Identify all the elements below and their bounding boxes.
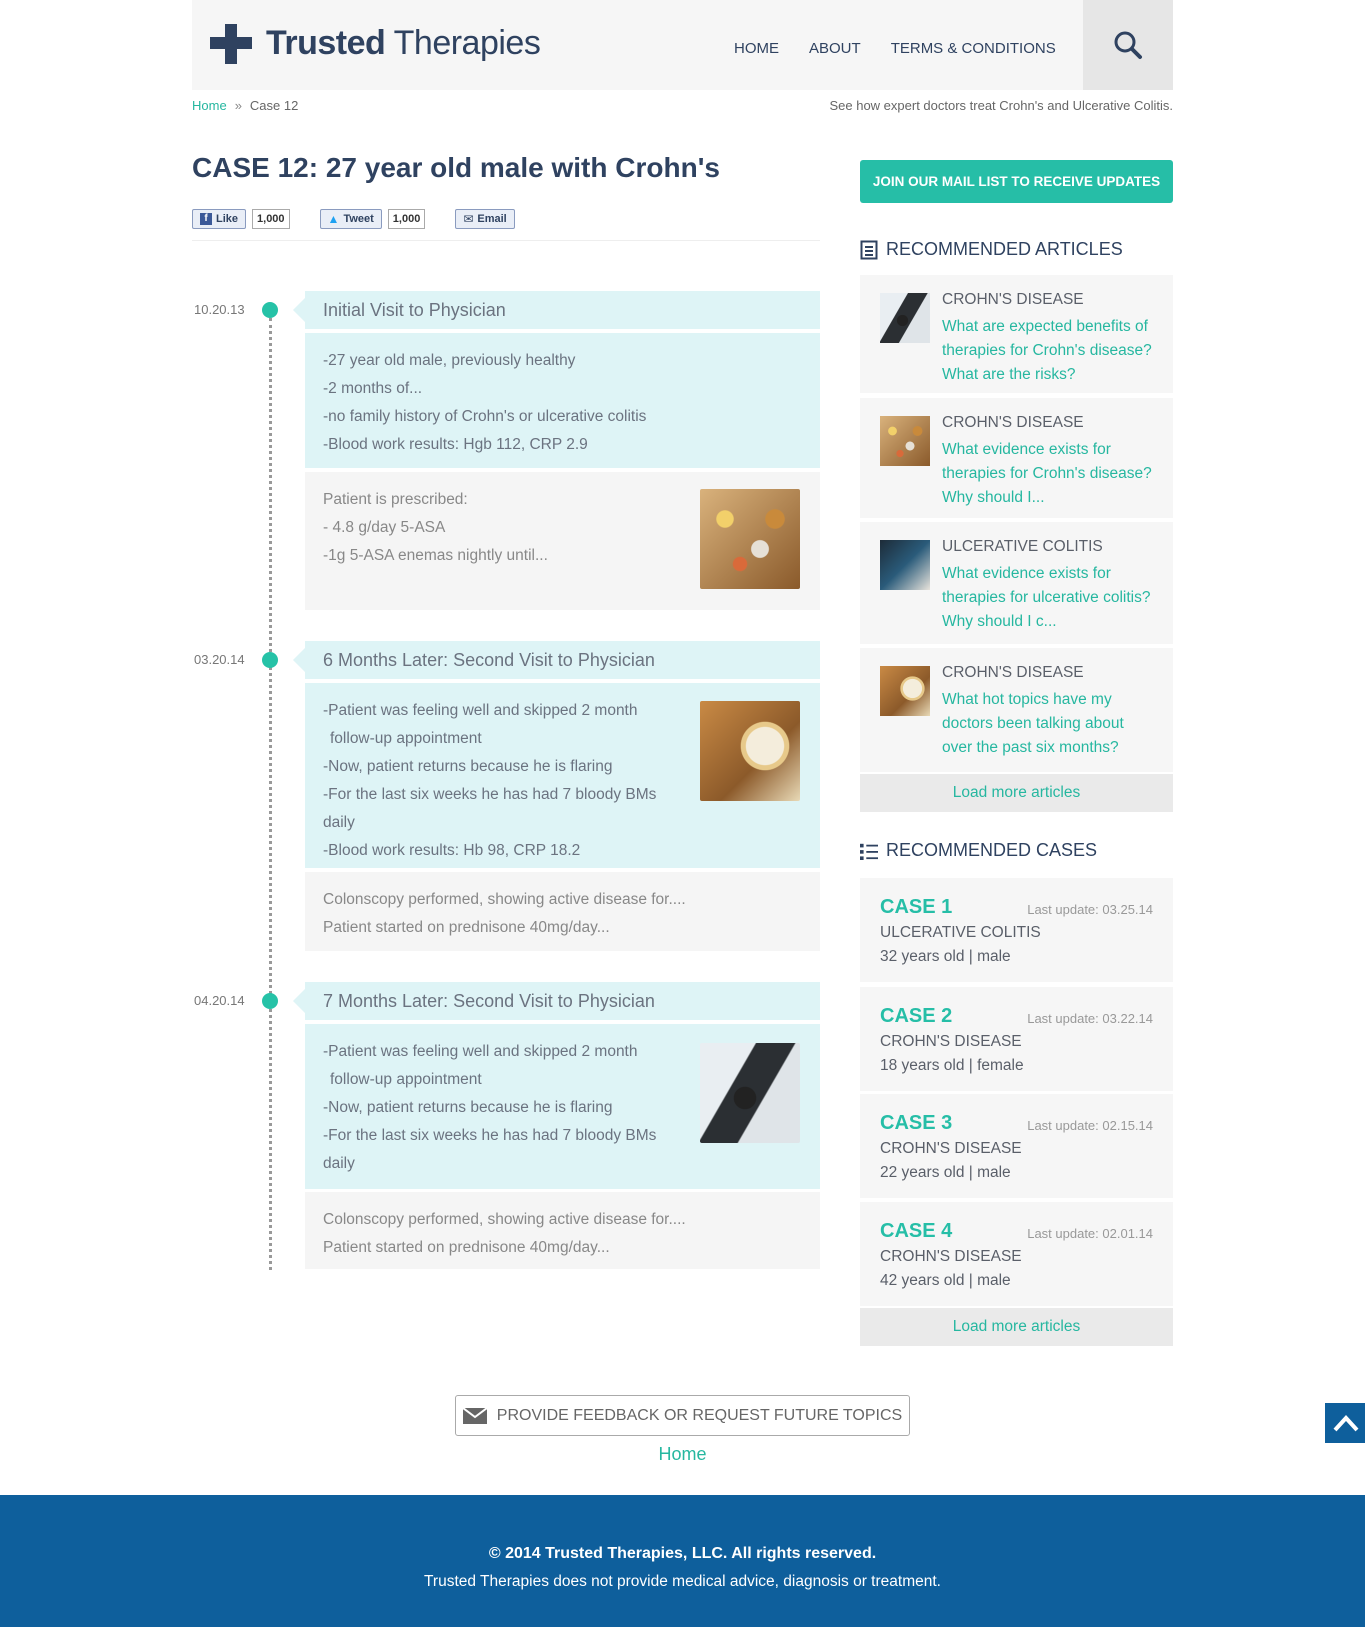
- timeline-card-body: [305, 333, 820, 468]
- feedback-button[interactable]: [455, 1395, 910, 1436]
- list-icon: [860, 841, 878, 861]
- email-label: Email: [477, 213, 507, 225]
- logo[interactable]: [210, 22, 540, 64]
- envelope-icon: [463, 1408, 487, 1424]
- note-line: Patient is prescribed:: [323, 491, 468, 508]
- case-last-update: Last update: 02.15.14: [1027, 1118, 1153, 1133]
- article-link[interactable]: What evidence exists for therapies for Crohn's disease? Why should I...: [942, 441, 1152, 506]
- nav-terms[interactable]: TERMS & CONDITIONS: [890, 40, 1056, 57]
- breadcrumb-separator: »: [234, 98, 242, 113]
- article-category: CROHN'S DISEASE: [942, 414, 1084, 431]
- join-mail-list-button[interactable]: JOIN OUR MAIL LIST TO RECEIVE UPDATES: [860, 160, 1173, 203]
- body-line: -Blood work results: Hgb 112, CRP 2.9: [323, 436, 588, 453]
- case-info: 18 years old | female: [880, 1057, 1024, 1074]
- twitter-icon: ▲: [327, 212, 340, 226]
- body-line: -Blood work results: Hb 98, CRP 18.2: [323, 842, 581, 859]
- article-item[interactable]: [860, 398, 1173, 518]
- case-info: 42 years old | male: [880, 1272, 1011, 1289]
- stethoscope-photo: [700, 1043, 800, 1143]
- cases-title: RECOMMENDED CASES: [886, 840, 1098, 860]
- tweet-button[interactable]: [320, 209, 382, 229]
- case-disease: ULCERATIVE COLITIS: [880, 924, 1041, 941]
- site-footer: [0, 1495, 1365, 1627]
- article-category: ULCERATIVE COLITIS: [942, 538, 1103, 555]
- case-disease: CROHN'S DISEASE: [880, 1248, 1022, 1265]
- article-link[interactable]: What evidence exists for therapies for ulcerative colitis? Why should I c...: [942, 565, 1151, 630]
- load-more-cases-button[interactable]: Load more articles: [860, 1308, 1173, 1346]
- breadcrumb-current: Case 12: [249, 98, 299, 113]
- body-line: -Now, patient returns because he is flaring: [323, 1099, 613, 1116]
- article-item[interactable]: [860, 522, 1173, 644]
- case-disease: CROHN'S DISEASE: [880, 1140, 1022, 1157]
- note-line: Colonscopy performed, showing active disease for....: [323, 891, 686, 908]
- article-item[interactable]: [860, 648, 1173, 772]
- case-item[interactable]: [860, 1202, 1173, 1306]
- timeline-card-note: [305, 872, 820, 951]
- case-name[interactable]: CASE 3: [880, 1112, 953, 1134]
- article-category: CROHN'S DISEASE: [942, 664, 1084, 681]
- pills-photo: [700, 489, 800, 589]
- timeline-dot: [262, 993, 278, 1009]
- case-item[interactable]: [860, 878, 1173, 982]
- body-line: -2 months of...: [323, 380, 423, 397]
- document-icon: [860, 240, 878, 260]
- nav-home[interactable]: HOME: [734, 40, 779, 57]
- case-info: 22 years old | male: [880, 1164, 1011, 1181]
- article-thumbnail: [880, 293, 930, 343]
- feedback-label: PROVIDE FEEDBACK OR REQUEST FUTURE TOPICS: [496, 1406, 903, 1424]
- load-more-articles-button[interactable]: Load more articles: [860, 774, 1173, 812]
- note-line: -1g 5-ASA enemas nightly until...: [323, 547, 548, 564]
- article-thumbnail: [880, 540, 930, 590]
- body-line: -For the last six weeks he has had 7 bloody BMs: [323, 1127, 657, 1144]
- body-line: daily: [323, 814, 355, 831]
- email-share-button[interactable]: [455, 209, 514, 229]
- like-label: Like: [216, 213, 239, 225]
- article-thumbnail: [880, 416, 930, 466]
- body-line: -Patient was feeling well and skipped 2 month: [323, 702, 638, 719]
- divider: [192, 240, 820, 241]
- timeline-dot: [262, 652, 278, 668]
- breadcrumb-home[interactable]: Home: [192, 98, 227, 113]
- cross-logo-icon: [210, 22, 252, 64]
- tagline: See how expert doctors treat Crohn's and Ulcerative Colitis.: [829, 98, 1173, 113]
- case-name[interactable]: CASE 1: [880, 896, 953, 918]
- article-category: CROHN'S DISEASE: [942, 291, 1084, 308]
- search-button[interactable]: [1083, 0, 1173, 90]
- body-line: follow-up appointment: [330, 730, 482, 747]
- chevron-up-icon: [1332, 1413, 1360, 1433]
- footer-home-link[interactable]: Home: [658, 1444, 707, 1464]
- breadcrumb: [192, 98, 298, 113]
- case-disease: CROHN'S DISEASE: [880, 1033, 1022, 1050]
- case-item[interactable]: [860, 1094, 1173, 1198]
- facebook-icon: f: [200, 213, 212, 225]
- case-name[interactable]: CASE 4: [880, 1220, 953, 1242]
- timeline-card-note: [305, 1192, 820, 1269]
- disclaimer: Trusted Therapies does not provide medical advice, diagnosis or treatment.: [424, 1573, 941, 1590]
- site-header: [192, 0, 1173, 90]
- logo-text: Trusted Therapies: [266, 23, 541, 62]
- note-line: - 4.8 g/day 5-ASA: [323, 519, 446, 536]
- tweet-count: 1,000: [388, 209, 426, 229]
- timeline-date: 04.20.14: [194, 993, 245, 1008]
- article-thumbnail: [880, 666, 930, 716]
- nav-about[interactable]: ABOUT: [809, 40, 861, 57]
- case-last-update: Last update: 03.25.14: [1027, 902, 1153, 917]
- case-item[interactable]: [860, 987, 1173, 1091]
- timeline-dot: [262, 302, 278, 318]
- timeline-card-title[interactable]: 7 Months Later: Second Visit to Physician: [305, 982, 820, 1020]
- body-line: -no family history of Crohn's or ulcerative colitis: [323, 408, 647, 425]
- note-line: Patient started on prednisone 40mg/day...: [323, 1239, 610, 1256]
- envelope-icon: ✉: [463, 212, 474, 226]
- search-icon: [1113, 30, 1143, 60]
- body-line: -27 year old male, previously healthy: [323, 352, 576, 369]
- body-line: -Now, patient returns because he is flaring: [323, 758, 613, 775]
- copyright: © 2014 Trusted Therapies, LLC. All rights reserved.: [488, 1545, 877, 1562]
- note-line: Colonscopy performed, showing active disease for....: [323, 1211, 686, 1228]
- timeline-line: [269, 318, 272, 1270]
- recommended-articles-heading: [860, 239, 1123, 260]
- tweet-label: Tweet: [343, 213, 374, 225]
- timeline-card-title[interactable]: 6 Months Later: Second Visit to Physician: [305, 641, 820, 679]
- article-link[interactable]: What are expected benefits of therapies for Crohn's disease? What are the risks?: [942, 318, 1152, 383]
- ginger-photo: [700, 701, 800, 801]
- main-nav: [734, 40, 1056, 57]
- scroll-to-top-button[interactable]: [1325, 1403, 1365, 1443]
- case-name[interactable]: CASE 2: [880, 1005, 953, 1027]
- body-line: daily: [323, 1155, 355, 1172]
- recommended-cases-heading: [860, 840, 1097, 861]
- note-line: Patient started on prednisone 40mg/day...: [323, 919, 610, 936]
- timeline-date: 10.20.13: [194, 302, 245, 317]
- timeline-card-title[interactable]: Initial Visit to Physician: [305, 291, 820, 329]
- like-count: 1,000: [252, 209, 290, 229]
- body-line: -For the last six weeks he has had 7 bloody BMs: [323, 786, 657, 803]
- page-title: CASE 12: 27 year old male with Crohn's: [192, 152, 720, 183]
- body-line: -Patient was feeling well and skipped 2 month: [323, 1043, 638, 1060]
- article-item[interactable]: [860, 275, 1173, 393]
- article-link[interactable]: What hot topics have my doctors been talking about over the past six months?: [942, 691, 1124, 756]
- social-bar: [192, 209, 515, 229]
- case-last-update: Last update: 03.22.14: [1027, 1011, 1153, 1026]
- articles-title: RECOMMENDED ARTICLES: [886, 239, 1123, 259]
- facebook-like-button[interactable]: [192, 209, 246, 229]
- body-line: follow-up appointment: [330, 1071, 482, 1088]
- case-info: 32 years old | male: [880, 948, 1011, 965]
- case-last-update: Last update: 02.01.14: [1027, 1226, 1153, 1241]
- timeline-date: 03.20.14: [194, 652, 245, 667]
